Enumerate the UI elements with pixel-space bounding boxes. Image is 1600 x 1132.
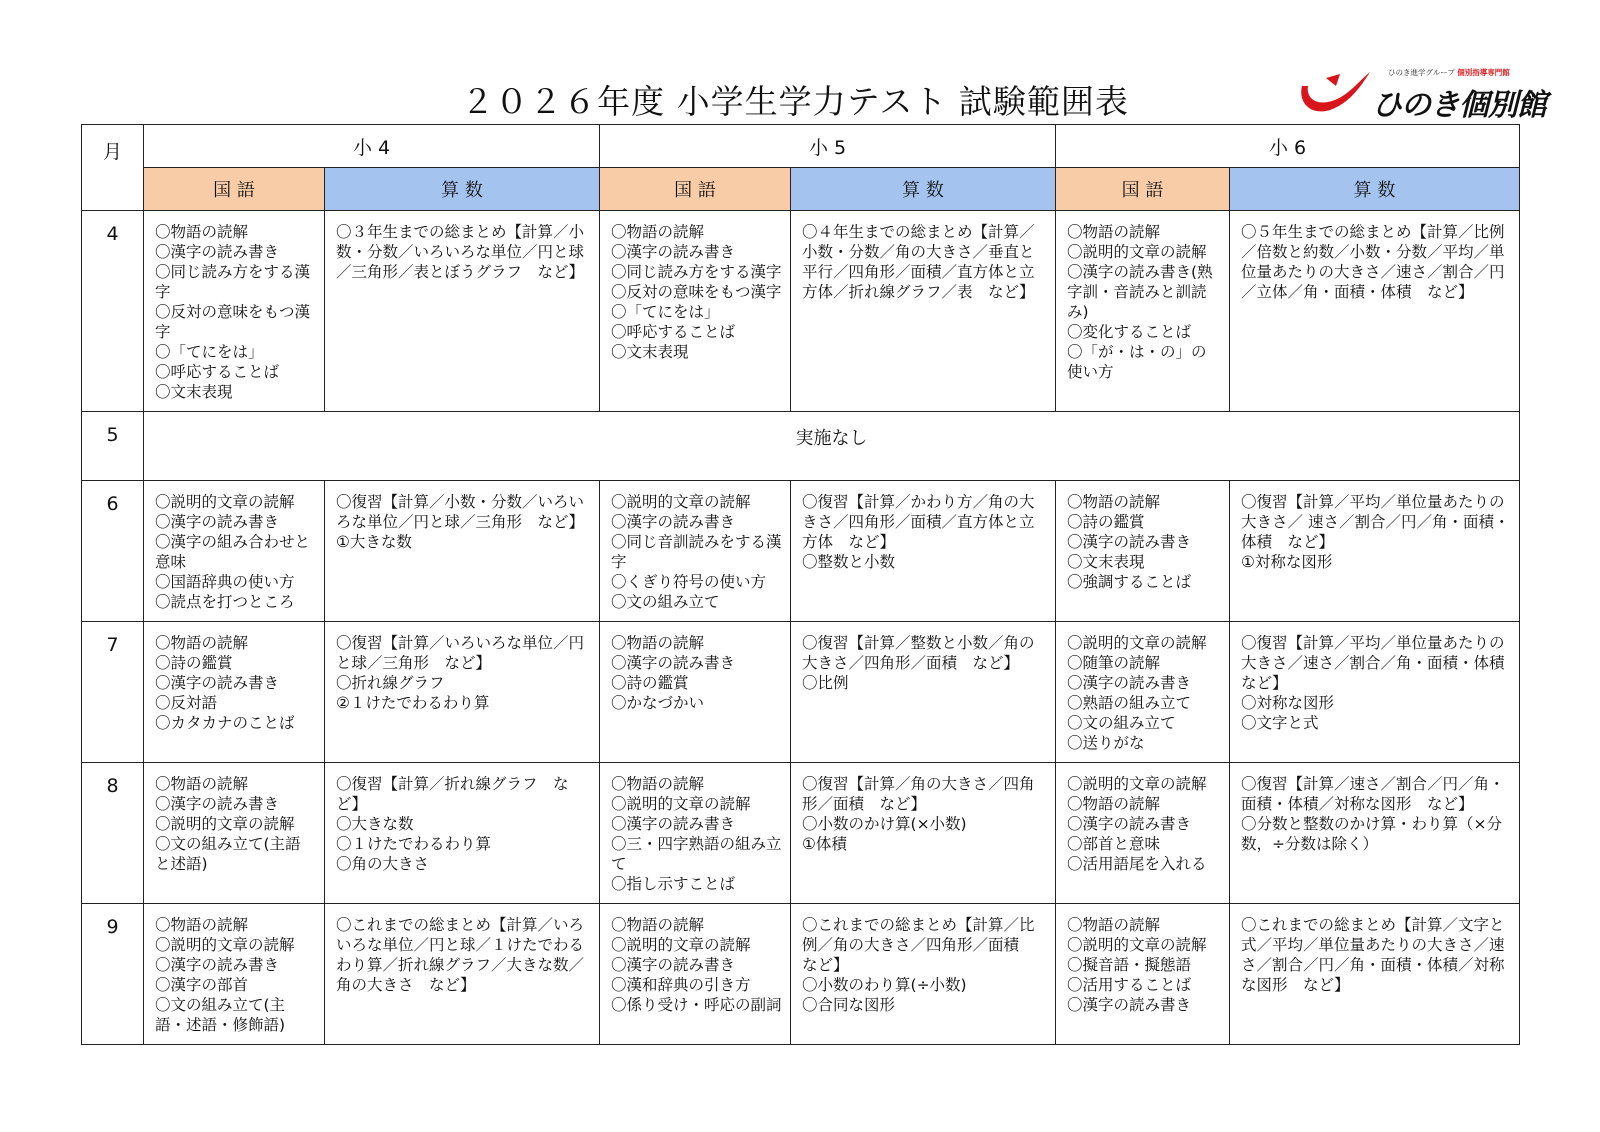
logo-tagline: ひのき進学グループ 個別指導専門館 bbox=[1388, 68, 1510, 77]
grade-header-6: 小 6 bbox=[1056, 125, 1520, 168]
month-cell: 7 bbox=[82, 621, 144, 762]
scope-cell: 〇物語の読解 〇説明的文章の読解 〇漢字の読み書き 〇三・四字熟語の組み立て 〇指し示すことば bbox=[600, 762, 791, 903]
scope-cell: 〇これまでの総まとめ【計算／いろいろな単位／円と球／１けたでわるわり算／折れ線グラフ／大きな数／角の大きさ など】 bbox=[325, 903, 600, 1044]
subject-header-row bbox=[82, 168, 1520, 211]
scope-cell: 〇５年生までの総まとめ【計算／比例／倍数と約数／小数・分数／平均／単位量あたりの大きさ／速さ／割合／円／立体／角・面積・体積 など】 bbox=[1230, 211, 1520, 412]
scope-cell: 〇物語の読解 〇説明的文章の読解 〇漢字の読み書き(熟字訓・音読みと訓読み) 〇変化することば 〇「が・は・の」の使い方 bbox=[1056, 211, 1230, 412]
scope-cell: 〇復習【計算／角の大きさ／四角形／面積 など】 〇小数のかけ算(×小数) ①体積 bbox=[791, 762, 1056, 903]
swoosh-logo-icon bbox=[1296, 70, 1376, 118]
no-test-cell: 実施なし bbox=[144, 411, 1520, 480]
month-cell: 8 bbox=[82, 762, 144, 903]
subject-header-kokugo: 国 語 bbox=[600, 168, 791, 211]
table-row bbox=[82, 211, 1520, 412]
month-header: 月 bbox=[82, 125, 144, 211]
scope-cell: 〇これまでの総まとめ【計算／比例／角の大きさ／四角形／面積 など】 〇小数のわり算(÷小数) 〇合同な図形 bbox=[791, 903, 1056, 1044]
scope-cell: 〇復習【計算／平均／単位量あたりの大きさ／ 速さ／割合／円／角・面積・体積 など】 ①対称な図形 bbox=[1230, 480, 1520, 621]
month-cell: 9 bbox=[82, 903, 144, 1044]
grade-header-row bbox=[82, 125, 1520, 168]
scope-cell: 〇物語の読解 〇説明的文章の読解 〇漢字の読み書き 〇漢字の部首 〇文の組み立て(主語・述語・修飾語) bbox=[144, 903, 325, 1044]
scope-cell: 〇説明的文章の読解 〇漢字の読み書き 〇同じ音訓読みをする漢字 〇くぎり符号の使い方 〇文の組み立て bbox=[600, 480, 791, 621]
scope-cell: 〇説明的文章の読解 〇物語の読解 〇漢字の読み書き 〇部首と意味 〇活用語尾を入れる bbox=[1056, 762, 1230, 903]
scope-cell: 〇物語の読解 〇詩の鑑賞 〇漢字の読み書き 〇文末表現 〇強調することば bbox=[1056, 480, 1230, 621]
month-cell: 5 bbox=[82, 411, 144, 480]
scope-cell: 〇復習【計算／かわり方／角の大きさ／四角形／面積／直方体と立方体 など】 〇整数と小数 bbox=[791, 480, 1056, 621]
table-row bbox=[82, 903, 1520, 1044]
subject-header-sansu: 算 数 bbox=[1230, 168, 1520, 211]
scope-cell: 〇４年生までの総まとめ【計算／小数・分数／角の大きさ／垂直と平行／四角形／面積／直方体と立方体／折れ線グラフ／表 など】 bbox=[791, 211, 1056, 412]
scope-cell: 〇復習【計算／折れ線グラフ など】 〇大きな数 〇１けたでわるわり算 〇角の大きさ bbox=[325, 762, 600, 903]
scope-cell: 〇復習【計算／速さ／割合／円／角・面積・体積／対称な図形 など】 〇分数と整数のかけ算・わり算（×分数，÷分数は除く） bbox=[1230, 762, 1520, 903]
subject-header-kokugo: 国 語 bbox=[144, 168, 325, 211]
page-title: ２０２６年度 小学生学力テスト 試験範囲表 bbox=[461, 82, 1129, 121]
scope-cell: 〇復習【計算／整数と小数／角の大きさ／四角形／面積 など】 〇比例 bbox=[791, 621, 1056, 762]
table-row bbox=[82, 480, 1520, 621]
scope-cell: 〇物語の読解 〇説明的文章の読解 〇漢字の読み書き 〇漢和辞典の引き方 〇係り受け・呼応の副詞 bbox=[600, 903, 791, 1044]
scope-cell: 〇復習【計算／小数・分数／いろいろな単位／円と球／三角形 など】 ①大きな数 bbox=[325, 480, 600, 621]
table-row bbox=[82, 762, 1520, 903]
table-row bbox=[82, 411, 1520, 480]
scope-cell: 〇物語の読解 〇漢字の読み書き 〇同じ読み方をする漢字 〇反対の意味をもつ漢字 〇「てにをは」 〇呼応することば 〇文末表現 bbox=[600, 211, 791, 412]
scope-cell: 〇物語の読解 〇漢字の読み書き 〇詩の鑑賞 〇かなづかい bbox=[600, 621, 791, 762]
scope-cell: 〇物語の読解 〇漢字の読み書き 〇説明的文章の読解 〇文の組み立て(主語と述語) bbox=[144, 762, 325, 903]
scope-cell: 〇復習【計算／いろいろな単位／円と球／三角形 など】 〇折れ線グラフ ②１けたでわるわり算 bbox=[325, 621, 600, 762]
exam-scope-table bbox=[81, 124, 1520, 1045]
logo-name: ひのき個別館 bbox=[1372, 88, 1546, 123]
scope-cell: 〇復習【計算／平均／単位量あたりの大きさ／速さ／割合／角・面積・体積 など】 〇対称な図形 〇文字と式 bbox=[1230, 621, 1520, 762]
scope-cell: 〇これまでの総まとめ【計算／文字と式／平均／単位量あたりの大きさ／速さ／割合／円／角・面積・体積／対称な図形 など】 bbox=[1230, 903, 1520, 1044]
subject-header-kokugo: 国 語 bbox=[1056, 168, 1230, 211]
scope-cell: 〇物語の読解 〇説明的文章の読解 〇擬音語・擬態語 〇活用することば 〇漢字の読み書き bbox=[1056, 903, 1230, 1044]
company-logo bbox=[1296, 66, 1546, 123]
scope-cell: 〇説明的文章の読解 〇漢字の読み書き 〇漢字の組み合わせと意味 〇国語辞典の使い方 〇読点を打つところ bbox=[144, 480, 325, 621]
grade-header-4: 小 4 bbox=[144, 125, 600, 168]
table-row bbox=[82, 621, 1520, 762]
scope-cell: 〇物語の読解 〇漢字の読み書き 〇同じ読み方をする漢字 〇反対の意味をもつ漢字 〇「てにをは」 〇呼応することば 〇文末表現 bbox=[144, 211, 325, 412]
month-cell: 4 bbox=[82, 211, 144, 412]
month-cell: 6 bbox=[82, 480, 144, 621]
scope-cell: 〇３年生までの総まとめ【計算／小数・分数／いろいろな単位／円と球／三角形／表とぼうグラフ など】 bbox=[325, 211, 600, 412]
scope-cell: 〇物語の読解 〇詩の鑑賞 〇漢字の読み書き 〇反対語 〇カタカナのことば bbox=[144, 621, 325, 762]
subject-header-sansu: 算 数 bbox=[791, 168, 1056, 211]
scope-cell: 〇説明的文章の読解 〇随筆の読解 〇漢字の読み書き 〇熟語の組み立て 〇文の組み立て 〇送りがな bbox=[1056, 621, 1230, 762]
grade-header-5: 小 5 bbox=[600, 125, 1056, 168]
subject-header-sansu: 算 数 bbox=[325, 168, 600, 211]
